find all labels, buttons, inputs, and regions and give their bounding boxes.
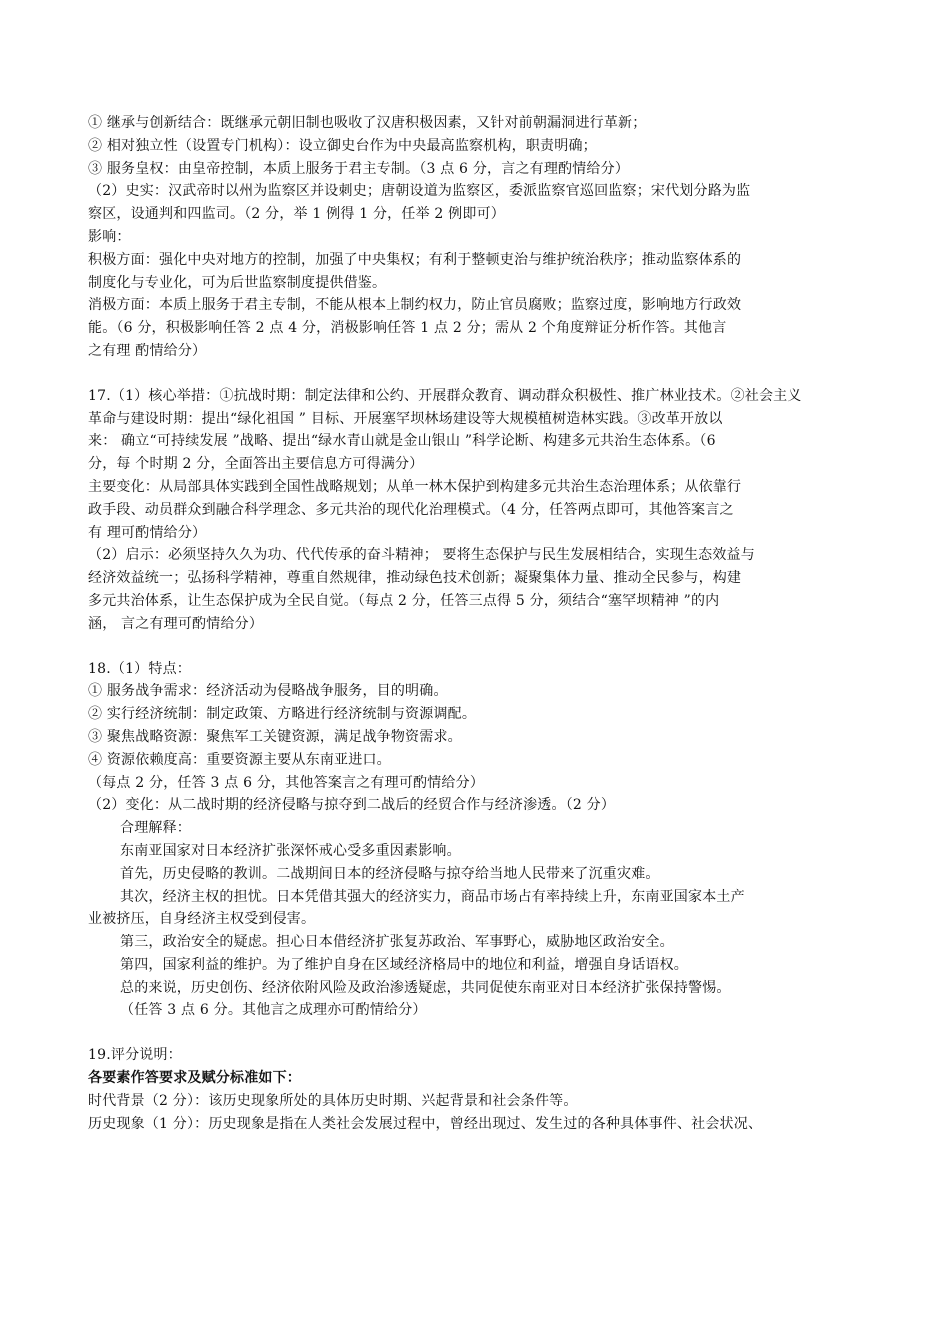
text-line: （2）史实：汉武帝时以州为监察区并设刺史；唐朝设道为监察区，委派监察官巡回监察；宋代划分路为监 <box>88 183 751 200</box>
text-line: 消极方面：本质上服务于君主专制，不能从根本上制约权力，防止官员腐败；监察过度，影响地方行政效 <box>88 297 742 314</box>
text-line: ② 实行经济统制：制定政策、方略进行经济统制与资源调配。 <box>88 706 477 723</box>
text-line: 业被挤压，自身经济主权受到侵害。 <box>88 911 316 928</box>
text-line: 涵， 言之有理可酌情给分） <box>88 615 264 632</box>
text-line: （每点 2 分，任答 3 点 6 分，其他答案言之有理可酌情给分） <box>88 774 485 791</box>
question-17-heading: 17.（1）核心举措：①抗战时期：制定法律和公约、开展群众教育、调动群众积极性、推广林业技术。②社会主义 <box>88 387 802 404</box>
scoring-criteria-heading: 各要素作答要求及赋分标准如下： <box>88 1070 301 1087</box>
text-line: ① 服务战争需求：经济活动为侵略战争服务，目的明确。 <box>88 683 448 700</box>
text-line: 其次，经济主权的担忧。日本凭借其强大的经济实力，商品市场占有率持续上升，东南亚国家本土产 <box>120 888 745 905</box>
text-line: 察区，设通判和四监司。（2 分，举 1 例得 1 分，任举 2 例即可） <box>88 206 505 223</box>
text-line: 主要变化：从局部具体实践到全国性战略规划；从单一林木保护到构建多元共治生态治理体系；从依靠行 <box>88 478 742 495</box>
text-line: （2）启示：必须坚持久久为功、代代传承的奋斗精神； 要将生态保护与民生发展相结合，实现生态效益与 <box>88 547 755 564</box>
text-line: ② 相对独立性（设置专门机构）：设立御史台作为中央最高监察机构，职责明确； <box>88 137 597 154</box>
text-line: 多元共治体系，让生态保护成为全民自觉。（每点 2 分，任答三点得 5 分，须结合“塞罕坝精神 ”的内 <box>88 592 720 609</box>
text-line: 政手段、动员群众到融合科学理念、多元共治的现代化治理模式。（4 分，任答两点即可，其他答案言之 <box>88 501 734 518</box>
text-line: 东南亚国家对日本经济扩张深怀戒心受多重因素影响。 <box>120 842 461 859</box>
text-line: 制度化与专业化，可为后世监察制度提供借鉴。 <box>88 274 387 291</box>
section-18-answer <box>88 658 878 1023</box>
paragraph-gap <box>88 1022 878 1044</box>
text-line: 第三，政治安全的疑虑。担心日本借经济扩张复苏政治、军事野心，威胁地区政治安全。 <box>120 934 674 951</box>
section-17-answer <box>88 385 878 636</box>
question-18-heading: 18.（1）特点： <box>88 660 191 677</box>
text-line: 时代背景（2 分）：该历史现象所处的具体历史时期、兴起背景和社会条件等。 <box>88 1092 578 1109</box>
section-16-answer <box>88 112 878 363</box>
text-line: （2）变化：从二战时期的经济侵略与掠夺到二战后的经贸合作与经济渗透。（2 分） <box>88 797 616 814</box>
text-line: 影响： <box>88 228 131 245</box>
text-line: 革命与建设时期：提出“绿化祖国 ” 目标、开展塞罕坝林场建设等大规模植树造林实践。③改革开放以 <box>88 410 723 427</box>
text-line: （任答 3 点 6 分。其他言之成理亦可酌情给分） <box>120 1002 427 1019</box>
text-line: ① 继承与创新结合：既继承元朝旧制也吸收了汉唐积极因素，又针对前朝漏洞进行革新； <box>88 115 647 131</box>
text-line: 有 理可酌情给分） <box>88 524 207 541</box>
text-line: 之有理 酌情给分） <box>88 342 207 359</box>
paragraph-gap <box>88 636 878 658</box>
text-line: ③ 服务皇权：由皇帝控制，本质上服务于君主专制。（3 点 6 分，言之有理酌情给分） <box>88 160 630 177</box>
text-line: ③ 聚焦战略资源：聚焦军工关键资源，满足战争物资需求。 <box>88 728 462 745</box>
text-line: 经济效益统一；弘扬科学精神，尊重自然规律，推动绿色技术创新；凝聚集体力量、推动全民参与，构建 <box>88 570 742 587</box>
text-line: ④ 资源依赖度高：重要资源主要从东南亚进口。 <box>88 751 391 768</box>
paragraph-gap <box>88 363 878 385</box>
text-line: 能。（6 分，积极影响任答 2 点 4 分，消极影响任答 1 点 2 分；需从 2 个角度辩证分析作答。其他言 <box>88 320 727 337</box>
text-line: 总的来说，历史创伤、经济依附风险及政治渗透疑虑，共同促使东南亚对日本经济扩张保持警惕。 <box>120 979 731 996</box>
answer-document <box>88 112 878 1135</box>
section-19-answer <box>88 1044 878 1135</box>
text-line: 积极方面：强化中央对地方的控制，加强了中央集权；有利于整顿吏治与维护统治秩序；推动监察体系的 <box>88 251 742 268</box>
text-line: 分，每 个时期 2 分，全面答出主要信息方可得满分） <box>88 456 424 473</box>
text-line: 第四，国家利益的维护。为了维护自身在区域经济格局中的地位和利益，增强自身话语权。 <box>120 956 688 973</box>
question-19-heading: 19.评分说明： <box>88 1047 182 1064</box>
text-line: 首先，历史侵略的教训。二战期间日本的经济侵略与掠夺给当地人民带来了沉重灾难。 <box>120 865 660 882</box>
text-line: 合理解释： <box>120 820 191 837</box>
text-line: 历史现象（1 分）：历史现象是指在人类社会发展过程中，曾经出现过、发生过的各种具体事件、社会状况、 <box>88 1115 763 1132</box>
text-line: 来： 确立“可持续发展 ”战略、提出“绿水青山就是金山银山 ”科学论断、构建多元共治生态体系。（6 <box>88 433 716 450</box>
